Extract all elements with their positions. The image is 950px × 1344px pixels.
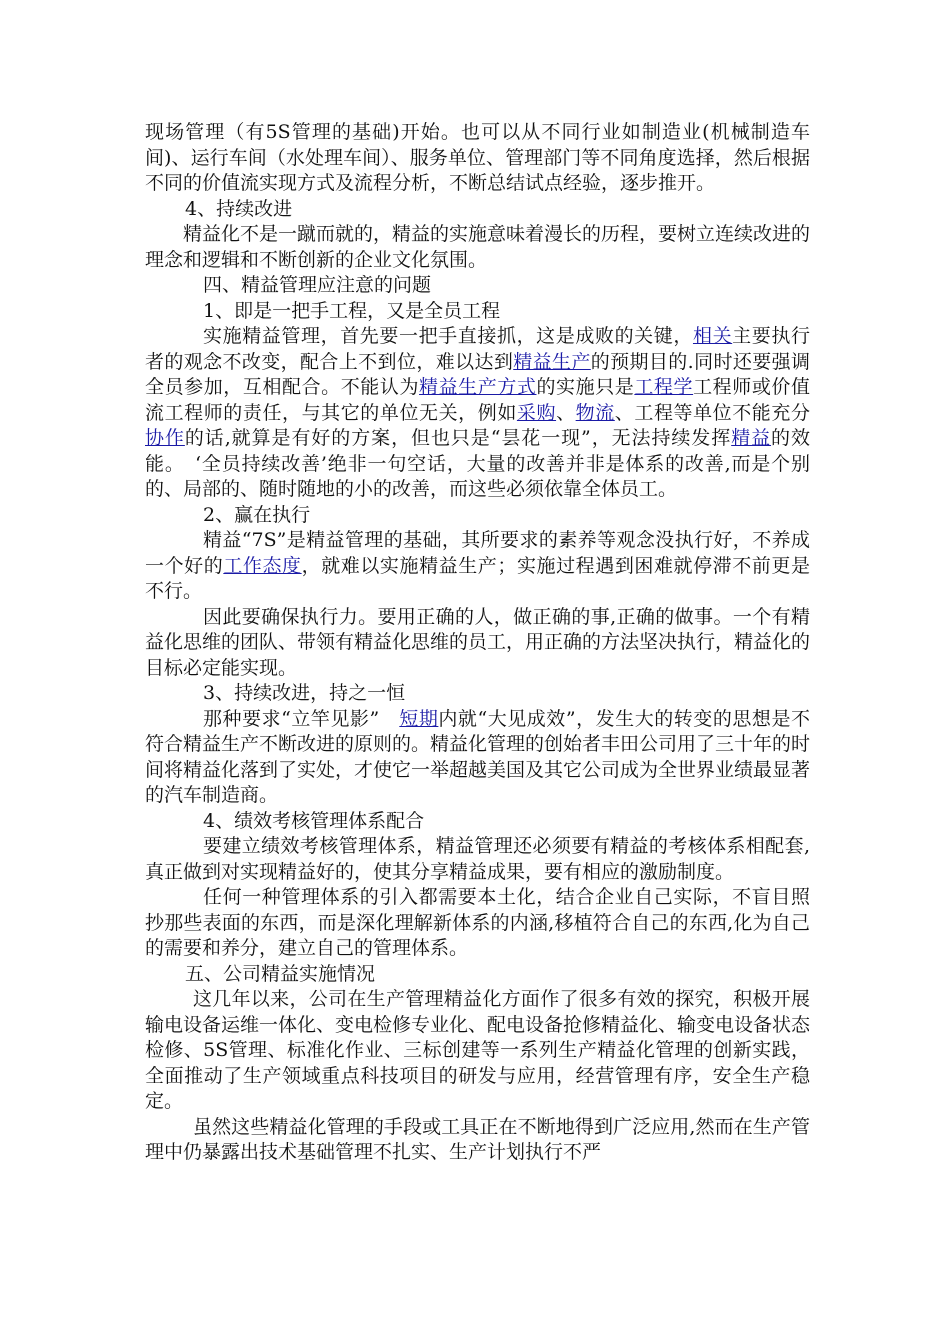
paragraph-pilot-rollout: 现场管理（有5S管理的基础)开始。也可以从不同行业如制造业(机械制造车间)、运行车间（水处理车间）、服务单位、管理部门等不同角度选择，然后根据不同的价值流实现方式及流程分析，不断总结试点经验，逐步推开。 [145,121,810,194]
paragraph-leader-project [145,324,810,503]
link-short-term[interactable]: 短期 [399,707,439,730]
text-run: 、工程等单位不能充分 [614,401,810,424]
text-run: 内就“大见成效”，发生大的转变的思想是不符合精益生产不断改进的原则的。精益化管理的创始者丰田公司用了三十年的时间将精益化落到了实处，才使它一举超越美国及其它公司成为全世界业绩最显著的汽车制造商。 [145,707,811,806]
paragraph-company-practice: 这几年以来，公司在生产管理精益化方面作了很多有效的探究，积极开展输电设备运维一体化、变电检修专业化、配电设备抢修精益化、输变电设备状态检修、5S管理、标准化作业、三标创建等一系列生产精益化管理的创新实践，全面推动了生产领域重点科技项目的研发与应用，经营管理有序，安全生产稳定。 [145,988,811,1112]
text-run: 那种要求“立竿见影” [203,707,400,730]
text-run: 的实施只是 [536,376,635,398]
link-work-attitude[interactable]: 工作态度 [223,554,302,577]
link-procurement[interactable]: 采购 [516,401,557,424]
document-page [145,120,810,1166]
link-lean-production[interactable]: 精益生产 [513,350,591,373]
heading-continuous-improvement: 4、持续改进 [185,197,293,220]
heading-persistence: 3、持续改进，持之一恒 [203,682,406,704]
text-run: 实施精益管理，首先要一把手直接抓，这是成败的关键， [203,325,693,347]
text-run: 主要执行者的观念不改变，配合上不到位，难以达到 [145,325,810,373]
text-run: 的效能。 ‘全员持续改善’绝非一句空话，大量的改善并非是体系的改善,而是个别的、局部的、随时随地的小的改善，而这些必须依靠全体员工。 [145,427,810,500]
link-collaboration[interactable]: 协作 [145,427,185,449]
link-logistics[interactable]: 物流 [575,401,615,424]
paragraph-execution-power: 因此要确保执行力。要用正确的人，做正确的事,正确的做事。一个有精益化思维的团队、带领有精益化思维的员工，用正确的方法坚决执行，精益化的目标必定能实现。 [145,605,811,679]
heading-section-four: 四、精益管理应注意的问题 [203,274,432,296]
link-lean[interactable]: 精益 [731,427,772,449]
text-run: 、 [556,401,576,424]
paragraph-7s-basis [145,528,810,605]
text-run: 精益“7S”是精益管理的基础，其所要求的素养等观念没执行好，不养成一个好的 [145,529,810,577]
paragraph-assessment-system: 要建立绩效考核管理体系，精益管理还必须要有精益的考核体系相配套,真正做到对实现精益好的，使其分享精益成果，要有相应的激励制度。 [145,835,810,883]
text-run: ，就难以实施精益生产；实施过程遇到困难就停滞不前更是不行。 [145,554,810,602]
text-run: 的话,就算是有好的方案，但也只是“昙花一现”，无法持续发挥 [184,427,732,449]
paragraph-problems: 虽然这些精益化管理的手段或工具正在不断地得到广泛应用,然而在生产管理中仍暴露出技术基础管理不扎实、生产计划执行不严 [145,1115,810,1163]
text-run: 工程师或价值流工程师的责任，与其它的单位无关，例如 [145,376,810,424]
link-related[interactable]: 相关 [692,325,733,347]
paragraph-long-journey: 精益化不是一蹴而就的，精益的实施意味着漫长的历程，要树立连续改进的理念和逻辑和不断创新的企业文化氛围。 [145,223,811,271]
link-lean-production-mode[interactable]: 精益生产方式 [419,376,537,398]
text-run: 的预期目的.同时还要强调全员参加，互相配合。不能认为 [145,350,810,398]
paragraph-localization: 任何一种管理体系的引入都需要本土化，结合企业自己实际，不盲目照抄那些表面的东西，而是深化理解新体系的内涵,移植符合自己的东西,化为自己的需要和养分，建立自己的管理体系。 [145,886,810,959]
heading-section-five: 五、公司精益实施情况 [185,962,376,985]
paragraph-toyota [145,707,810,809]
link-engineering[interactable]: 工程学 [634,376,694,398]
heading-win-in-execution: 2、赢在执行 [203,503,311,526]
heading-leader-project: 1、即是一把手工程，又是全员工程 [203,299,501,322]
heading-performance-assessment: 4、绩效考核管理体系配合 [203,809,425,832]
